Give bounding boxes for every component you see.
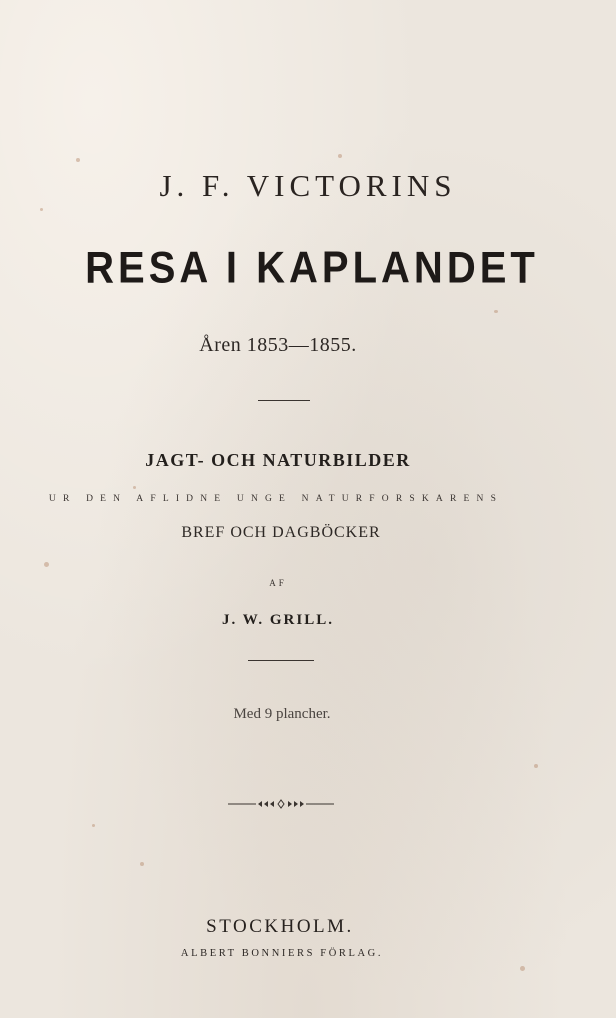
foxing-spot	[92, 824, 95, 827]
by-line: AF	[269, 578, 287, 588]
foxing-spot	[520, 966, 525, 971]
foxing-spot	[133, 486, 136, 489]
foxing-spot	[76, 158, 80, 162]
foxing-spot	[494, 310, 498, 313]
main-title: RESA I KAPLANDET	[85, 243, 539, 293]
ornament-divider-icon	[226, 796, 336, 812]
divider-rule-upper	[258, 400, 310, 401]
years-line: Åren 1853—1855.	[199, 334, 357, 356]
place-of-publication: STOCKHOLM.	[206, 916, 354, 937]
publisher: ALBERT BONNIERS FÖRLAG.	[180, 948, 384, 959]
foxing-spot	[338, 154, 342, 158]
author-line: J. F. VICTORINS	[159, 168, 457, 203]
foxing-spot	[534, 764, 538, 768]
foxing-spot	[44, 562, 49, 567]
from-line: UR DEN AFLIDNE UNGE NATURFORSKARENS	[48, 494, 504, 504]
divider-rule-lower	[248, 660, 314, 661]
plates-note: Med 9 plancher.	[233, 706, 331, 722]
letters-line: BREF OCH DAGBÖCKER	[181, 524, 381, 541]
foxing-spot	[140, 862, 144, 866]
editor-name: J. W. GRILL.	[222, 612, 334, 628]
subtitle: JAGT- OCH NATURBILDER	[145, 450, 411, 470]
foxing-spot	[40, 208, 43, 211]
